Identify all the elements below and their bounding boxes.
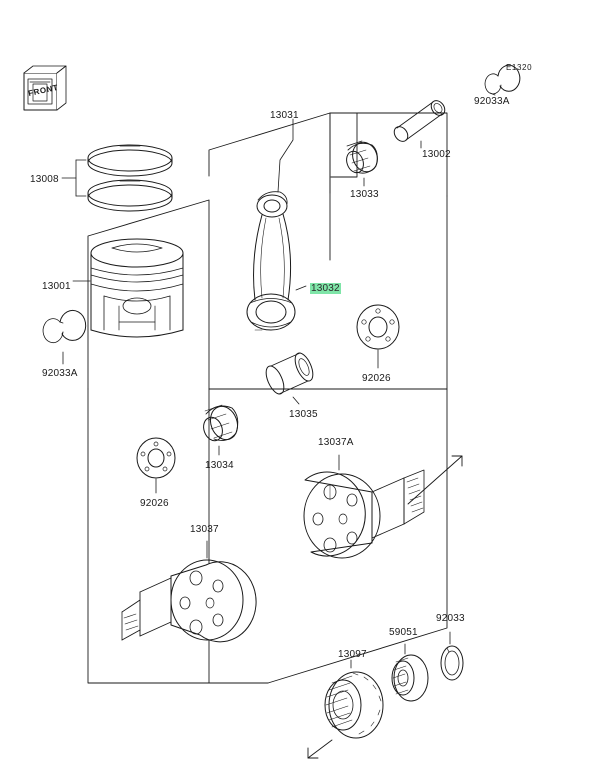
part-label-13031[interactable]: 13031: [270, 110, 299, 121]
front-marker-label: FRONT: [27, 82, 60, 99]
part-label-13033[interactable]: 13033: [350, 189, 379, 200]
part-label-92033A-left[interactable]: 92033A: [42, 368, 78, 379]
part-label-13034[interactable]: 13034: [205, 460, 234, 471]
part-label-92033A-right[interactable]: 92033A: [474, 96, 510, 107]
part-label-92033[interactable]: 92033: [436, 613, 465, 624]
part-label-13037A[interactable]: 13037A: [318, 437, 354, 448]
part-label-92026-right[interactable]: 92026: [362, 373, 391, 384]
part-label-59051[interactable]: 59051: [389, 627, 418, 638]
part-label-13037[interactable]: 13037: [190, 524, 219, 535]
diagram-code: E1320: [506, 63, 533, 72]
part-label-13002[interactable]: 13002: [422, 149, 451, 160]
part-label-13035[interactable]: 13035: [289, 409, 318, 420]
part-label-13008[interactable]: 13008: [30, 174, 59, 185]
part-label-13032[interactable]: 13032: [311, 283, 340, 294]
part-label-92026-left[interactable]: 92026: [140, 498, 169, 509]
part-label-13001[interactable]: 13001: [42, 281, 71, 292]
part-label-13097[interactable]: 13097: [338, 649, 367, 660]
